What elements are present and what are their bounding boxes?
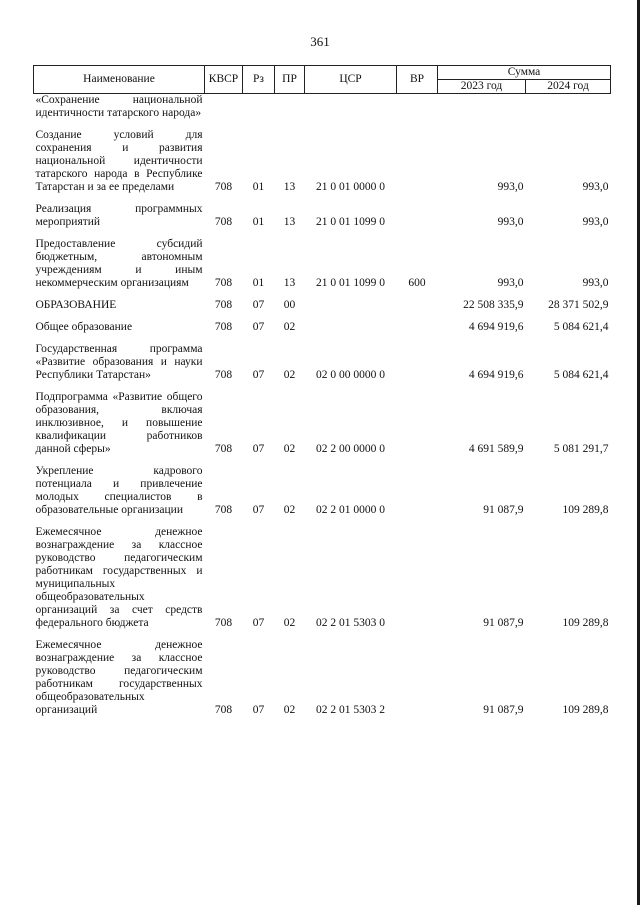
table-row [34, 526, 611, 630]
cell-pr: 00 [283, 299, 296, 311]
cell-pr: 02 [283, 504, 296, 516]
row-spacer [34, 382, 611, 391]
budget-table [33, 65, 611, 717]
cell-rz: 01 [252, 277, 265, 289]
row-spacer [34, 517, 611, 526]
table-row [34, 343, 611, 382]
cell-sum-2024: 109 289,8 [562, 504, 609, 516]
cell-kvsr: 708 [214, 504, 233, 516]
cell-name: Укрепление кадрового потенциала и привлечение молодых специалистов в образовательные организации [35, 465, 203, 516]
cell-kvsr: 708 [214, 369, 233, 381]
cell-name: Реализация программных мероприятий [35, 203, 203, 228]
row-spacer [34, 120, 611, 129]
page-number: 361 [310, 34, 330, 49]
row-spacer [34, 194, 611, 203]
cell-vr [397, 94, 438, 121]
cell-name: Предоставление субсидий бюджетным, автономным учреждениям и иным некоммерческим организациям [35, 238, 203, 289]
cell-sum-2023: 22 508 335,9 [463, 299, 524, 311]
cell-pr: 02 [283, 704, 296, 716]
cell-kvsr: 708 [214, 299, 233, 311]
cell-sum-2023: 91 087,9 [483, 617, 524, 629]
cell-name: Общее образование [35, 321, 133, 333]
cell-sum-2024: 109 289,8 [562, 617, 609, 629]
cell-vr: 600 [408, 277, 426, 289]
table-row [34, 94, 611, 121]
cell-csr: 21 0 01 0000 0 [316, 181, 385, 193]
table-row [34, 391, 611, 456]
header-sum: Сумма [438, 66, 611, 80]
table-body [34, 94, 611, 718]
cell-name: «Сохранение национальной идентичности татарского народа» [35, 94, 203, 119]
cell-name: Ежемесячное денежное вознаграждение за классное руководство педагогическим работникам государственных общеобразовательных организаций [35, 639, 203, 716]
cell-name: Государственная программа «Развитие образования и науки Республики Татарстан» [35, 343, 203, 381]
cell-sum-2024: 109 289,8 [562, 704, 609, 716]
cell-rz: 01 [252, 181, 265, 193]
cell-sum-2024: 5 084 621,4 [553, 369, 609, 381]
cell-pr: 13 [283, 181, 296, 193]
cell-kvsr: 708 [214, 321, 233, 333]
cell-sum-2023: 4 691 589,9 [468, 443, 524, 455]
cell-rz: 07 [252, 704, 265, 716]
row-spacer [34, 229, 611, 238]
row-spacer [34, 630, 611, 639]
cell-csr: 21 0 01 1099 0 [316, 277, 385, 289]
header-year-2024: 2024 год [526, 80, 611, 94]
table-row [34, 465, 611, 517]
cell-pr: 02 [283, 369, 296, 381]
cell-pr: 13 [283, 277, 296, 289]
cell-vr [397, 203, 438, 229]
cell-csr: 02 2 00 0000 0 [316, 443, 385, 455]
cell-sum-2024: 993,0 [582, 277, 609, 289]
cell-vr [397, 299, 438, 312]
cell-sum-2023: 4 694 919,6 [468, 369, 524, 381]
cell-kvsr [205, 94, 243, 121]
cell-rz: 07 [252, 369, 265, 381]
cell-sum-2024 [526, 94, 611, 121]
cell-rz: 07 [252, 504, 265, 516]
cell-sum-2023: 91 087,9 [483, 504, 524, 516]
header-year-2023: 2023 год [438, 80, 526, 94]
cell-pr: 02 [283, 321, 296, 333]
cell-sum-2023: 91 087,9 [483, 704, 524, 716]
cell-name: Ежемесячное денежное вознаграждение за классное руководство педагогическим работникам государственных и муниципальных общеобразовательных организаций за счет средств федерального бюджета [35, 526, 203, 629]
cell-sum-2024: 5 081 291,7 [553, 443, 609, 455]
cell-name: ОБРАЗОВАНИЕ [35, 299, 117, 311]
table-row [34, 129, 611, 194]
cell-kvsr: 708 [214, 277, 233, 289]
cell-pr: 02 [283, 443, 296, 455]
header-vr: ВР [397, 66, 438, 94]
cell-kvsr: 708 [214, 181, 233, 193]
cell-csr: 02 2 01 5303 0 [316, 617, 385, 629]
cell-sum-2024: 28 371 502,9 [548, 299, 609, 311]
cell-vr [397, 391, 438, 456]
header-rz: Рз [243, 66, 275, 94]
cell-sum-2024: 993,0 [582, 181, 609, 193]
cell-rz: 01 [252, 216, 265, 228]
cell-rz [243, 94, 275, 121]
cell-pr: 02 [283, 617, 296, 629]
cell-rz: 07 [252, 299, 265, 311]
row-spacer [34, 456, 611, 465]
cell-csr: 02 2 01 5303 2 [316, 704, 385, 716]
table-row [34, 203, 611, 229]
cell-rz: 07 [252, 321, 265, 333]
cell-vr [397, 129, 438, 194]
cell-vr [397, 465, 438, 517]
cell-csr: 21 0 01 1099 0 [316, 216, 385, 228]
row-spacer [34, 290, 611, 299]
header-kvsr: КВСР [205, 66, 243, 94]
cell-vr [397, 639, 438, 717]
cell-sum-2023: 993,0 [497, 181, 524, 193]
cell-sum-2023: 993,0 [497, 216, 524, 228]
cell-csr [305, 94, 397, 121]
cell-sum-2023: 993,0 [497, 277, 524, 289]
table-row [34, 238, 611, 290]
table-row [34, 639, 611, 717]
cell-kvsr: 708 [214, 216, 233, 228]
cell-csr: 02 0 00 0000 0 [316, 369, 385, 381]
cell-name: Подпрограмма «Развитие общего образования, включая инклюзивное, и повышение квалификации работников данной сферы» [35, 391, 203, 455]
cell-name: Создание условий для сохранения и развития национальной идентичности татарского народа в Республике Татарстан и за ее пределами [35, 129, 203, 193]
cell-pr [275, 94, 305, 121]
cell-sum-2024: 993,0 [582, 216, 609, 228]
cell-kvsr: 708 [214, 617, 233, 629]
cell-vr [397, 343, 438, 382]
cell-rz: 07 [252, 617, 265, 629]
cell-kvsr: 708 [214, 443, 233, 455]
header-pr: ПР [275, 66, 305, 94]
cell-csr [305, 299, 397, 312]
cell-csr [305, 321, 397, 334]
cell-csr: 02 2 01 0000 0 [316, 504, 385, 516]
cell-pr: 13 [283, 216, 296, 228]
table-row [34, 321, 611, 334]
cell-vr [397, 526, 438, 630]
cell-vr [397, 321, 438, 334]
header-csr: ЦСР [305, 66, 397, 94]
cell-kvsr: 708 [214, 704, 233, 716]
cell-rz: 07 [252, 443, 265, 455]
row-spacer [34, 312, 611, 321]
cell-sum-2024: 5 084 621,4 [553, 321, 609, 333]
row-spacer [34, 334, 611, 343]
cell-sum-2023: 4 694 919,6 [468, 321, 524, 333]
table-row [34, 299, 611, 312]
header-name: Наименование [34, 66, 205, 94]
cell-sum-2023 [438, 94, 526, 121]
